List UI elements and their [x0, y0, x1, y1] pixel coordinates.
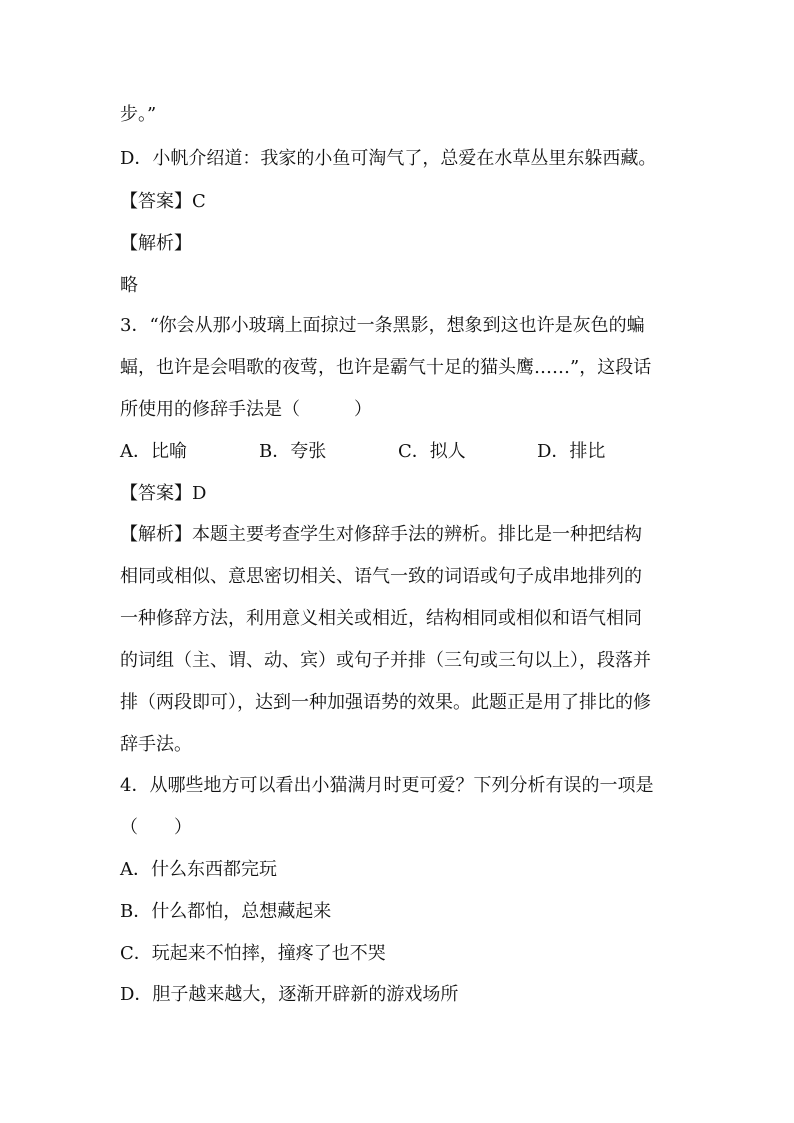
q4-option-b: B．什么都怕，总想藏起来 [120, 901, 332, 922]
q4-stem-line: （ ） [120, 817, 192, 838]
q3-options [120, 440, 680, 464]
continuation-line: 步。” [120, 104, 157, 125]
q2-analysis-label: 【解析】 [120, 233, 192, 254]
q3-stem-line: 所使用的修辞手法是（ ） [120, 399, 372, 420]
q3-answer: 【答案】D [120, 483, 207, 504]
q3-analysis-line: 的词组（主、谓、动、宾）或句子并排（三句或三句以上），段落并 [120, 650, 651, 671]
q3-stem-line: 3．“你会从那小玻璃上面掠过一条黑影，想象到这也许是灰色的蝙 [120, 315, 645, 336]
q3-analysis-line: 一种修辞方法，利用意义相关或相近，结构相同或相似和语气相同 [120, 608, 642, 629]
q3-option-a: A．比喻 [120, 441, 187, 462]
q2-answer: 【答案】C [120, 191, 206, 212]
q3-stem-line: 蝠，也许是会唱歌的夜莺，也许是霸气十足的猫头鹰……”，这段话 [120, 357, 652, 378]
q4-option-d: D．胆子越来越大，逐渐开辟新的游戏场所 [120, 984, 459, 1005]
q3-option-b: B．夸张 [259, 441, 327, 462]
q2-analysis-text: 略 [120, 275, 138, 296]
q3-option-d: D．排比 [537, 441, 606, 462]
q3-option-c: C．拟人 [398, 441, 466, 462]
q3-analysis-line: 相同或相似、意思密切相关、语气一致的词语或句子成串地排列的 [120, 566, 642, 587]
q3-analysis-line: 排（两段即可），达到一种加强语势的效果。此题正是用了排比的修 [120, 692, 651, 713]
q4-option-c: C．玩起来不怕摔，撞疼了也不哭 [120, 943, 386, 964]
previous-option-d: D．小帆介绍道：我家的小鱼可淘气了，总爱在水草丛里东躲西藏。 [120, 148, 657, 169]
q3-analysis-line: 辞手法。 [120, 734, 192, 755]
q4-option-a: A．什么东西都完玩 [120, 859, 277, 880]
q3-analysis-line: 【解析】本题主要考查学生对修辞手法的辨析。排比是一种把结构 [120, 524, 642, 545]
q4-stem-line: 4．从哪些地方可以看出小猫满月时更可爱？下列分析有误的一项是 [120, 775, 654, 796]
